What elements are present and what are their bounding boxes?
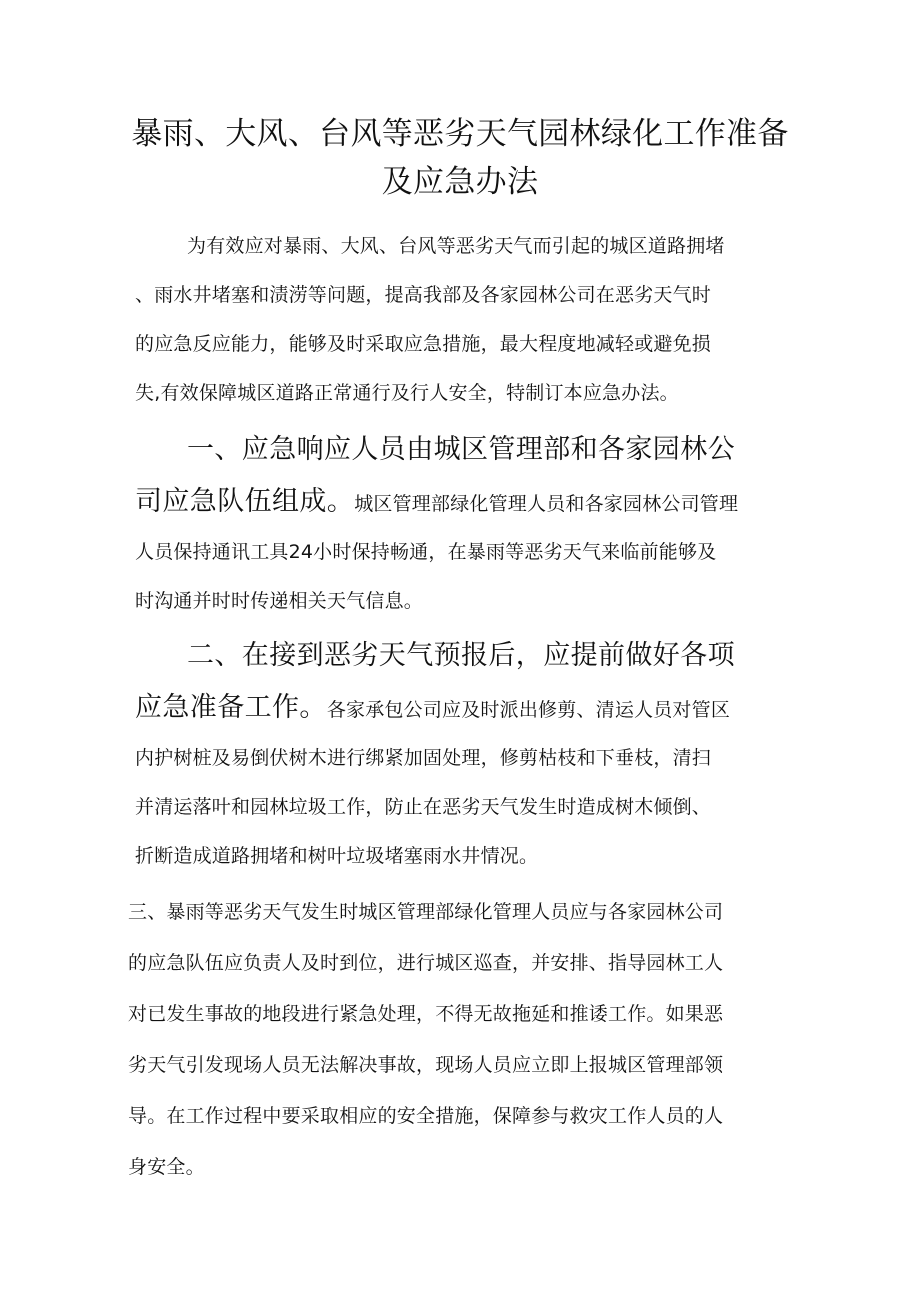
intro-paragraph — [135, 222, 785, 418]
section-heading-tail: 应急准备工作。 — [135, 692, 327, 723]
paragraph-line: 的应急反应能力，能够及时采取应急措施，最大程度地减轻或避免损 — [135, 333, 712, 355]
paragraph-line: 劣天气引发现场人员无法解决事故，现场人员应立即上报城区管理部领 — [128, 1054, 724, 1076]
section-heading: 二、在接到恶劣天气预报后，应提前做好各项 — [187, 640, 735, 671]
paragraph-line: 导。在工作过程中要采取相应的安全措施，保障参与救灾工作人员的人 — [128, 1105, 724, 1127]
paragraph-line: 人员保持通讯工具24小时保持畅通，在暴雨等恶劣天气来临前能够及 — [135, 541, 717, 563]
paragraph-line: 失,有效保障城区道路正常通行及行人安全，特制订本应急办法。 — [135, 382, 679, 404]
paragraph-line: 折断造成道路拥堵和树叶垃圾堵塞雨水井情况。 — [135, 845, 539, 867]
section-text: 各家承包公司应及时派出修剪、清运人员对管区 — [326, 699, 731, 721]
paragraph-line: 并清运落叶和园林垃圾工作，防止在恶劣天气发生时造成树木倾倒、 — [135, 796, 712, 818]
section-1 — [135, 424, 785, 626]
paragraph-line: 时沟通并时时传递相关天气信息。 — [135, 590, 424, 612]
section-2 — [135, 630, 785, 881]
paragraph-line: 、雨水井堵塞和渍涝等问题，提高我部及各家园林公司在恶劣天气时 — [135, 284, 712, 306]
paragraph-line: 为有效应对暴雨、大风、台风等恶劣天气而引起的城区道路拥堵 — [187, 235, 725, 257]
section-heading-line — [135, 476, 785, 528]
title-line: 暴雨、大风、台风等恶劣天气园林绿化工作准备 — [131, 116, 789, 152]
paragraph-line: 对已发生事故的地段进行紧急处理，不得无故拖延和推诿工作。如果恶 — [128, 1003, 724, 1025]
document-title — [120, 110, 800, 206]
section-text: 城区管理部绿化管理人员和各家园林公司管理 — [354, 493, 739, 515]
section-heading-line — [135, 682, 785, 734]
paragraph-line: 身安全。 — [128, 1156, 205, 1178]
section-heading-tail: 司应急队伍组成。 — [135, 486, 355, 517]
paragraph-line: 的应急队伍应负责人及时到位，进行城区巡查，并安排、指导园林工人 — [128, 952, 724, 974]
title-line: 及应急办法 — [381, 164, 539, 200]
section-heading: 一、应急响应人员由城区管理部和各家园林公 — [187, 434, 735, 465]
paragraph-line: 内护树桩及易倒伏树木进行绑紧加固处理，修剪枯枝和下垂枝，清扫 — [135, 747, 712, 769]
section-3 — [128, 887, 788, 1193]
paragraph-line: 三、暴雨等恶劣天气发生时城区管理部绿化管理人员应与各家园林公司 — [128, 901, 724, 923]
